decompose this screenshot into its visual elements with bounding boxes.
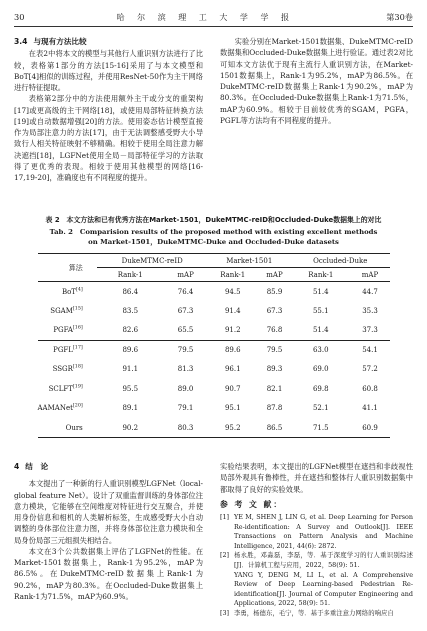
reference-item (220, 551, 413, 570)
value-cell: 86.4 (122, 287, 139, 296)
reference-text: 杨永胜，邓淼磊，李磊，等．基于深度学习的行人重识别综述[J]．计算机工程与应用，2022，58(9): 51. (234, 551, 413, 569)
citation-ref: [15] (72, 306, 83, 312)
value-cell: 60.9 (350, 418, 389, 438)
value-cell: 67.3 (177, 306, 194, 315)
metric-header: mAP (164, 268, 208, 282)
value-cell: 96.1 (224, 365, 241, 374)
value-cell: 90.2 (97, 418, 164, 438)
reference-text: 李勇，杨德东，毛宁，等．基于多重注意力网络的响应自 (234, 608, 394, 617)
value-cell: 89.1 (122, 404, 139, 413)
volume-label: 第30卷 (386, 11, 413, 22)
page-number: 30 (14, 12, 25, 22)
metric-header: mAP (350, 268, 389, 282)
method-cell (38, 379, 97, 399)
table-row (38, 301, 390, 321)
value-cell: 91.4 (224, 306, 241, 315)
references-heading: 参 考 文 献： (220, 499, 284, 509)
method-cell (38, 418, 97, 438)
value-cell: 95.5 (122, 384, 139, 393)
value-cell: 57.2 (362, 365, 378, 374)
value-cell: 55.1 (312, 306, 329, 315)
section-heading-4 (14, 461, 203, 472)
method-name: SSGR (52, 365, 73, 374)
method-name: BoT (61, 287, 76, 296)
dataset-header: Occluded-Duke (291, 254, 389, 268)
table-row (38, 282, 390, 302)
method-cell (38, 340, 97, 360)
reference-item (220, 571, 413, 609)
results-table (38, 253, 390, 438)
metric-header: Rank-1 (291, 268, 350, 282)
value-cell: 87.8 (266, 404, 283, 413)
right-column-top (220, 36, 413, 126)
value-cell: 54.1 (362, 346, 378, 354)
citation-ref: [18] (72, 364, 83, 370)
method-cell (38, 399, 97, 419)
reference-number: [1] (220, 513, 230, 521)
method-name: Ours (65, 423, 83, 432)
paragraph: 实验结果表明，本文提出的LGFNet模型在遮挡和非歧视性局部外观具有鲁棒性，并在遮挡和整体行人重识别数据集中都取得了良好的实验效果。 (220, 462, 413, 494)
method-name: PGFL (53, 346, 73, 354)
method-cell (38, 282, 97, 302)
table-body (38, 282, 390, 438)
value-cell: 89.6 (224, 346, 241, 354)
value-cell: 79.5 (266, 346, 283, 354)
value-cell: 76.8 (258, 321, 291, 341)
left-column-bottom (14, 461, 203, 602)
dataset-header: Market-1501 (208, 254, 292, 268)
metric-header: mAP (258, 268, 291, 282)
value-cell: 89.6 (122, 346, 139, 354)
value-cell: 60.8 (362, 384, 378, 393)
paragraph: 实验分别在Market-1501数据集、DukeMTMC-reID数据集和Occluded-Duke数据集上进行验证。通过表2对比可知本文方法优于现有主流行人重识别方法，在Market-1501数据集上，Rank-1为95.2%，mAP为86.5%。在DukeMTMC-reID数据集上Rank-1为90.2%，mAP为80.3%。在Occluded-Duke数据集上Rank-1为71.5%，mAP为60.9%。相较于目前较优秀的SGAM，PGFA，PGFL等方法均有不同程度的提升。 (220, 37, 413, 125)
method-name: SCLFT (48, 384, 73, 393)
value-cell: 71.5 (291, 418, 350, 438)
value-cell: 91.1 (122, 365, 139, 374)
table-row (38, 321, 390, 341)
value-cell: 81.3 (177, 365, 194, 374)
table-caption-en: Tab. 2 Comparision results of the proposed method with existing excellent methods (49, 228, 378, 236)
value-cell: 41.1 (362, 404, 378, 413)
reference-item (220, 513, 413, 551)
journal-title: 哈 尔 滨 理 工 大 学 学 报 (116, 12, 294, 22)
table-row (38, 379, 390, 399)
value-cell: 65.5 (164, 321, 208, 341)
citation-ref: [19] (72, 384, 83, 390)
value-cell: 91.2 (208, 321, 258, 341)
method-name: AAMANet (37, 404, 73, 413)
value-cell: 83.5 (122, 306, 139, 315)
method-cell (38, 301, 97, 321)
value-cell: 89.3 (266, 365, 283, 374)
table-row (38, 399, 390, 419)
value-cell: 82.6 (97, 321, 164, 341)
table-row (38, 340, 390, 360)
table-row (38, 418, 390, 438)
reference-item (220, 609, 413, 619)
section-number: 3.4 (14, 37, 28, 46)
table-row (38, 360, 390, 380)
reference-number (220, 571, 234, 609)
method-cell (38, 321, 97, 341)
value-cell: 79.5 (177, 346, 194, 354)
reference-number: [2] (220, 551, 230, 560)
value-cell: 82.1 (266, 384, 283, 393)
table-caption-en-line2: on Market-1501，DukeMTMC-Duke and Occluded-Duke datasets (88, 238, 339, 246)
value-cell: 86.5 (258, 418, 291, 438)
running-header (14, 10, 413, 24)
value-cell: 51.4 (312, 287, 329, 296)
value-cell: 67.3 (266, 306, 283, 315)
method-name: PGFA (53, 326, 73, 334)
value-cell: 63.0 (312, 346, 329, 354)
method-name: SGAM (50, 306, 73, 315)
metric-header: Rank-1 (208, 268, 258, 282)
right-column-bottom (220, 461, 413, 619)
value-cell: 69.8 (312, 384, 329, 393)
header-rule (14, 26, 413, 27)
table-caption-zh: 表 2 本文方法和已有优秀方法在Market-1501，DukeMTMC-reID和Occluded-Duke数据集上的对比 (45, 216, 382, 224)
reference-list (220, 513, 413, 619)
value-cell: 94.5 (224, 287, 241, 296)
citation-ref: [4] (75, 287, 83, 293)
section-title: 结 论 (25, 462, 49, 471)
paragraph: 本文在3个公共数据集上评估了LGFNet的性能。在Market-1501数据集上，Rank-1为95.2%，mAP为86.5%。在DukeMTMC-reID数据集上Rank-1为90.2%，mAP为80.3%。在Occluded-Duke数据集上Rank-1为71.5%，mAP为60.9%。 (14, 546, 203, 601)
value-cell: 52.1 (312, 404, 329, 413)
citation-ref: [20] (72, 403, 83, 409)
left-column-top (14, 36, 203, 183)
method-cell (38, 360, 97, 380)
value-cell: 80.3 (164, 418, 208, 438)
citation-ref: [16] (72, 325, 83, 331)
value-cell: 69.0 (312, 365, 329, 374)
value-cell: 44.7 (362, 287, 378, 296)
paragraph: 在表2中将本文的模型与其他行人重识别方法进行了比较，表格第1部分的方法[15-16]采用了与本文模型和BoT[4]相似的训练过程，并使用ResNet-50作为主干网络进行特征提取。 (14, 49, 203, 92)
reference-number: [3] (220, 608, 230, 617)
value-cell: 35.3 (362, 306, 378, 315)
value-cell: 51.4 (291, 321, 350, 341)
value-cell: 79.1 (177, 404, 194, 413)
section-heading-3-4 (14, 36, 203, 47)
section-title: 与现有方法比较 (33, 37, 87, 46)
value-cell: 95.2 (208, 418, 258, 438)
method-column-header: 算法 (38, 254, 97, 282)
value-cell: 85.9 (266, 287, 283, 296)
reference-text: YANG Y, DENG M, LI L, et al. A Comprehensive Review of Deep Learning-based Pedestrian Re-identification[J]. Journal of Computer Engineering and Applications, 2022, 58(9): 51. (234, 570, 413, 608)
paragraph: 表格第2部分中的方法使用额外主干或分支的重架构[17]或更高级的主干网络[18]，或使用局部特征转换方法[19]或自动数据增强[20]的方法。使用姿态估计模型直接作为局部注意力的方法[17]，由于无法调整感受野大小导致行人相关特征映射不够精确。相较于使用全局注意力解决遮挡[18]，LGFNet使用全局－局部特征学习的方法取得了更优秀的表现。相较于使用其他模型的网络[16-17,19-20]，准确度也有不同程度的提升。 (14, 94, 203, 182)
value-cell: 89.0 (177, 384, 194, 393)
value-cell: 37.3 (350, 321, 389, 341)
metric-header: Rank-1 (97, 268, 164, 282)
table-2 (14, 215, 413, 438)
paragraph: 本文提出了一种新的行人重识别模型LGFNet（local-global feature Net）。设计了双重监督训练的身体部位注意力模块，它能够在空间维度对特征进行交互聚合，并使用身份信息和相机的人类解析标签，生成感受野大小自动调整的身体部位注意力图，并将身体部位注意力模块和全局身份局部三元组损失相结合。 (14, 479, 203, 545)
section-number: 4 (14, 462, 20, 471)
value-cell: 90.7 (224, 384, 241, 393)
value-cell: 95.1 (224, 404, 241, 413)
value-cell: 76.4 (177, 287, 194, 296)
reference-text: YE M, SHEN J, LIN G, et al. Deep Learning for Person Re-identification: A Survey and Outlook[J]. IEEE Transactions on Pattern Analysis and Machine Intelligence, 2021, 44(6): 2872. (234, 513, 413, 550)
citation-ref: [17] (72, 345, 83, 351)
dataset-header: DukeMTMC-reID (97, 254, 208, 268)
